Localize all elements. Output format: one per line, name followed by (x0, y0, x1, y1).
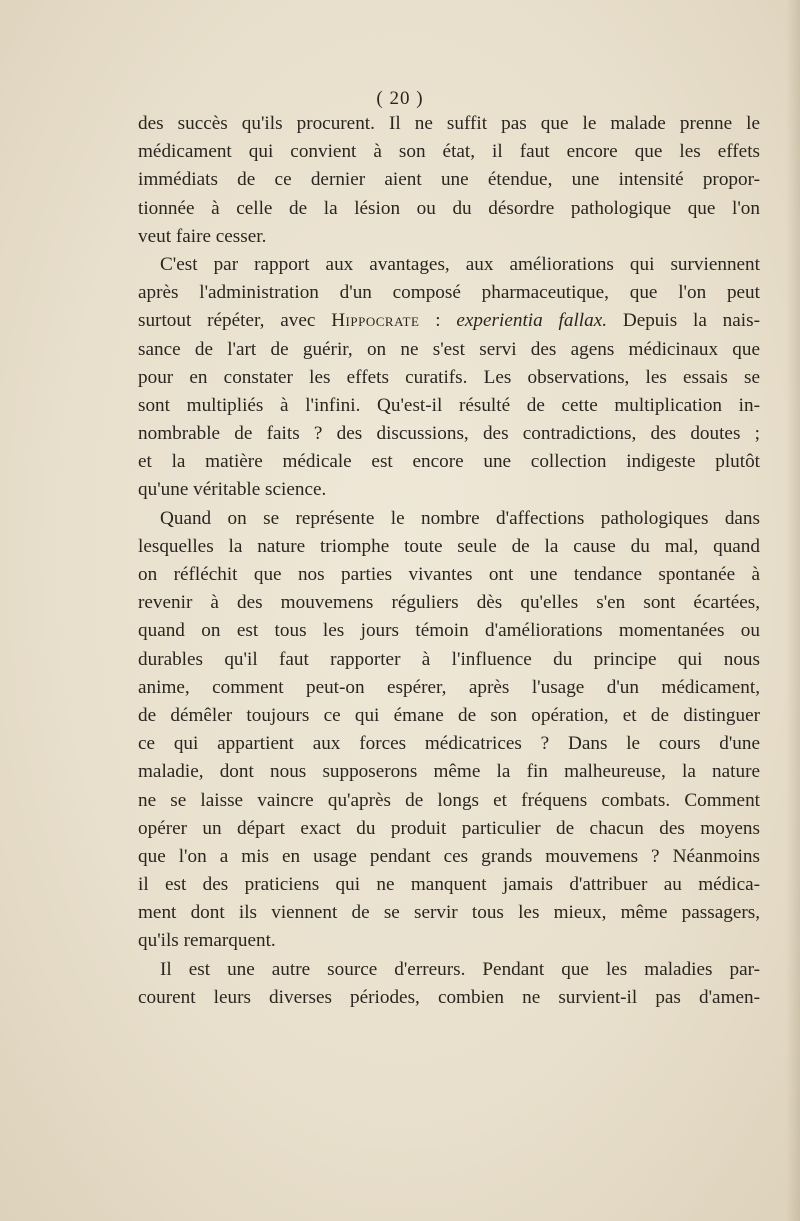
text-line: maladie, dont nous supposerons même la fin malheureuse, la nature (138, 761, 760, 783)
text-fragment: surtout répéter, avec (138, 310, 332, 332)
author-name: Hippocrate (331, 310, 420, 332)
page-edge-shadow (786, 0, 800, 1221)
text-fragment: : (419, 310, 457, 332)
body-text (138, 110, 760, 1012)
text-line: courent leurs diverses périodes, combien ne survient-il pas d'amen- (138, 986, 760, 1008)
text-line: tionnée à celle de la lésion ou du désordre pathologique que l'on (138, 197, 760, 219)
text-line: médicament qui convient à son état, il faut encore que les effets (138, 141, 760, 163)
text-line: sont multipliés à l'infini. Qu'est-il résulté de cette multiplication in- (138, 394, 760, 416)
text-line: Il est une autre source d'erreurs. Pendant que les maladies par- (160, 958, 760, 980)
text-line: et la matière médicale est encore une collection indigeste plutôt (138, 451, 760, 473)
text-line: anime, comment peut-on espérer, après l'usage d'un médicament, (138, 676, 760, 698)
page-number: ( 20 ) (376, 88, 424, 109)
text-line: il est des praticiens qui ne manquent jamais d'attribuer au médica- (138, 874, 760, 896)
text-line: veut faire cesser. (138, 225, 267, 247)
text-line: ne se laisse vaincre qu'après de longs et fréquens combats. Comment (138, 789, 760, 811)
text-line: Quand on se représente le nombre d'affections pathologiques dans (160, 507, 760, 529)
text-line: durables qu'il faut rapporter à l'influence du principe qui nous (138, 648, 760, 670)
text-line: lesquelles la nature triomphe toute seule de la cause du mal, quand (138, 535, 760, 557)
text-line: C'est par rapport aux avantages, aux améliorations qui surviennent (160, 253, 760, 275)
text-line: quand on est tous les jours témoin d'améliorations momentanées ou (138, 620, 760, 642)
text-fragment: Depuis la nais- (607, 310, 760, 332)
text-line-citation (138, 307, 760, 335)
text-line: qu'une véritable science. (138, 479, 327, 501)
text-line: pour en constater les effets curatifs. Les observations, les essais se (138, 366, 760, 388)
text-line: des succès qu'ils procurent. Il ne suffit pas que le malade prenne le (138, 113, 760, 134)
text-line: que l'on a mis en usage pendant ces grands mouvemens ? Néanmoins (138, 845, 760, 867)
text-line: nombrable de faits ? des discussions, des contradictions, des doutes ; (138, 423, 760, 445)
text-line: immédiats de ce dernier aient une étendue, une intensité propor- (138, 169, 760, 191)
text-line: de démêler toujours ce qui émane de son opération, et de distinguer (138, 704, 760, 726)
text-line: ment dont ils viennent de se servir tous les mieux, même passagers, (138, 902, 760, 924)
text-line: ce qui appartient aux forces médicatrices ? Dans le cours d'une (138, 733, 760, 755)
text-line: opérer un départ exact du produit particulier de chacun des moyens (138, 817, 760, 839)
text-line: sance de l'art de guérir, on ne s'est servi des agens médicinaux que (138, 338, 760, 360)
latin-quote: experientia fallax. (456, 310, 608, 332)
text-line: qu'ils remarquent. (138, 930, 276, 952)
text-line: après l'administration d'un composé pharmaceutique, que l'on peut (138, 282, 760, 304)
text-line: revenir à des mouvemens réguliers dès qu'elles s'en sont écartées, (138, 592, 760, 614)
text-line: on réfléchit que nos parties vivantes ont une tendance spontanée à (138, 564, 760, 585)
